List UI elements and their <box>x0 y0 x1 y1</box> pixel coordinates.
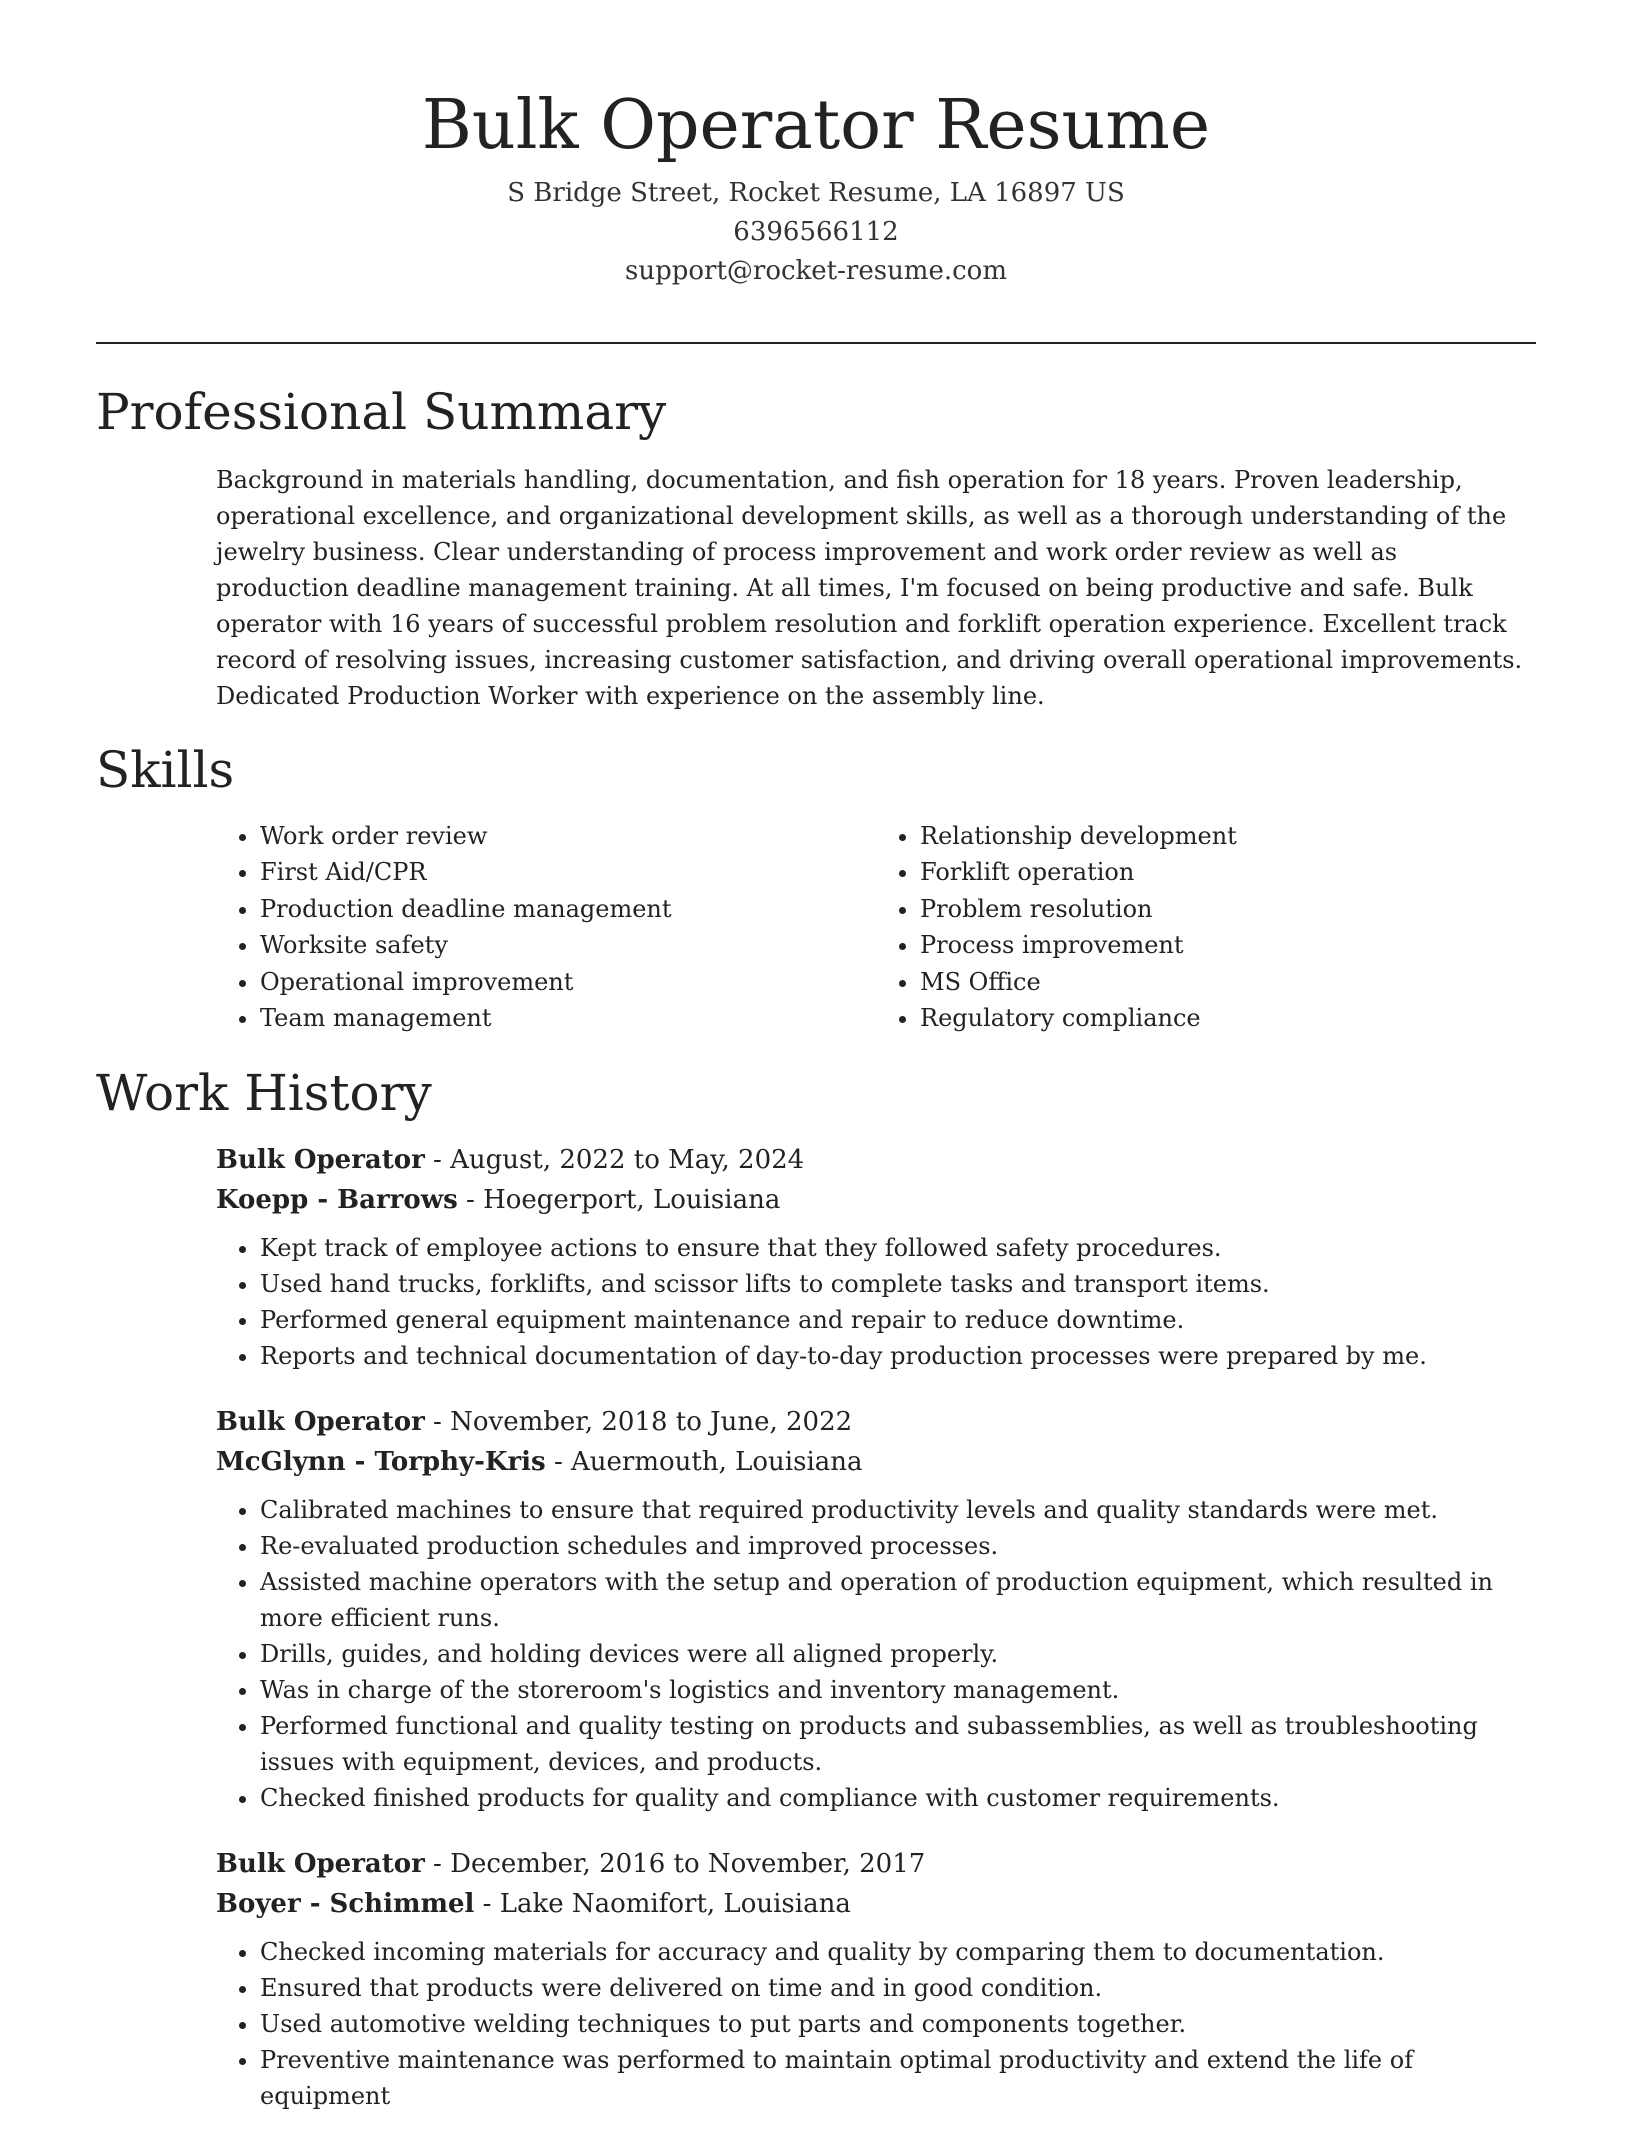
job-duty: • Checked finished products for quality and compliance with customer requirements. <box>260 1780 1536 1816</box>
job-role: Bulk Operator <box>216 1145 425 1175</box>
job-title-line <box>216 1402 1536 1442</box>
job-dates: - August, 2022 to May, 2024 <box>424 1145 805 1175</box>
job-entry <box>216 1402 1536 1816</box>
job-company: Koepp - Barrows <box>216 1185 458 1215</box>
summary-heading: Professional Summary <box>96 383 667 441</box>
skills-list <box>216 818 1536 1036</box>
job-duty: • Ensured that products were delivered on time and in good condition. <box>260 1970 1536 2006</box>
header-divider <box>96 342 1536 344</box>
job-duties <box>216 1492 1536 1816</box>
skill-item: • Worksite safety <box>260 927 876 963</box>
job-duty: • Checked incoming materials for accuracy and quality by comparing them to documentation. <box>260 1934 1536 1970</box>
skill-item: • Process improvement <box>920 927 1536 963</box>
contact-email: support@rocket-resume.com <box>624 256 1007 286</box>
contact-address: S Bridge Street, Rocket Resume, LA 16897 US <box>507 178 1125 208</box>
resume-title: Bulk Operator Resume <box>421 86 1211 165</box>
skill-item: • Relationship development <box>920 818 1536 854</box>
job-duty: • Assisted machine operators with the setup and operation of production equipment, which resulted in more efficient runs. <box>260 1564 1536 1636</box>
job-duty: • Kept track of employee actions to ensure that they followed safety procedures. <box>260 1230 1536 1266</box>
summary-text: Background in materials handling, documentation, and fish operation for 18 years. Proven leadership, operational excellence, and organizational development skills, as well as a thorough understanding of the jewelry business. Clear understanding of process improvement and work order review as well as production deadline management training. At all times, I'm focused on being productive and safe. Bulk operator with 16 years of successful problem resolution and forklift operation experience. Excellent track record of resolving issues, increasing customer satisfaction, and driving overall operational improvements. Dedicated Production Worker with experience on the assembly line. <box>216 466 1523 710</box>
job-duty: • Performed general equipment maintenance and repair to reduce downtime. <box>260 1302 1536 1338</box>
work-history-heading: Work History <box>96 1064 432 1122</box>
job-duties <box>216 1934 1536 2114</box>
job-dates: - December, 2016 to November, 2017 <box>424 1849 926 1879</box>
job-duty: • Calibrated machines to ensure that required productivity levels and quality standards were met. <box>260 1492 1536 1528</box>
job-role: Bulk Operator <box>216 1407 425 1437</box>
job-duty: • Used automotive welding techniques to put parts and components together. <box>260 2006 1536 2042</box>
skill-item: • Forklift operation <box>920 854 1536 890</box>
skill-item: • Team management <box>260 1000 876 1036</box>
job-entry <box>216 1844 1536 2114</box>
job-dates: - November, 2018 to June, 2022 <box>424 1407 853 1437</box>
job-company: Boyer - Schimmel <box>216 1889 475 1919</box>
job-title-line <box>216 1140 1536 1180</box>
skill-item: • First Aid/CPR <box>260 854 876 890</box>
job-duty: • Preventive maintenance was performed to maintain optimal productivity and extend the life of equipment <box>260 2042 1536 2114</box>
job-location: - Auermouth, Louisiana <box>545 1447 863 1477</box>
job-entry <box>216 1140 1536 1374</box>
job-duty: • Reports and technical documentation of day-to-day production processes were prepared by me. <box>260 1338 1536 1374</box>
skill-item: • Problem resolution <box>920 891 1536 927</box>
skills-heading: Skills <box>96 741 235 799</box>
job-duty: • Was in charge of the storeroom's logistics and inventory management. <box>260 1672 1536 1708</box>
job-title-line <box>216 1844 1536 1884</box>
job-role: Bulk Operator <box>216 1849 425 1879</box>
job-company: McGlynn - Torphy-Kris <box>216 1447 546 1477</box>
contact-phone: 6396566112 <box>733 217 899 247</box>
skill-item: • Operational improvement <box>260 964 876 1000</box>
job-duty: • Performed functional and quality testing on products and subassemblies, as well as troubleshooting issues with equipment, devices, and products. <box>260 1708 1536 1780</box>
job-company-line <box>216 1442 1536 1482</box>
skill-item: • Regulatory compliance <box>920 1000 1536 1036</box>
skill-item: • MS Office <box>920 964 1536 1000</box>
skills-column-left <box>216 818 876 1036</box>
job-duty: • Used hand trucks, forklifts, and scissor lifts to complete tasks and transport items. <box>260 1266 1536 1302</box>
skill-item: • Work order review <box>260 818 876 854</box>
work-history-list <box>216 1140 1536 2142</box>
job-company-line <box>216 1884 1536 1924</box>
job-duty: • Re-evaluated production schedules and improved processes. <box>260 1528 1536 1564</box>
skill-item: • Production deadline management <box>260 891 876 927</box>
skills-column-right <box>876 818 1536 1036</box>
job-company-line <box>216 1180 1536 1220</box>
job-duty: • Drills, guides, and holding devices were all aligned properly. <box>260 1636 1536 1672</box>
resume-header <box>96 78 1536 291</box>
job-location: - Hoegerport, Louisiana <box>457 1185 781 1215</box>
job-location: - Lake Naomifort, Louisiana <box>474 1889 851 1919</box>
job-duties <box>216 1230 1536 1374</box>
